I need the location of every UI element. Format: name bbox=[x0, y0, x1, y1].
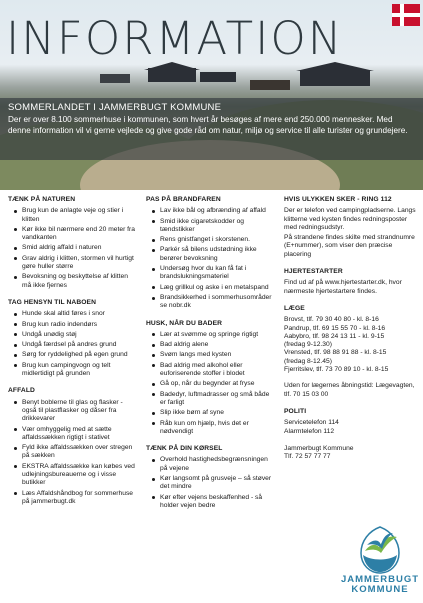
logo-line-1: JAMMERBUGT bbox=[340, 574, 420, 585]
section-affald bbox=[8, 387, 138, 506]
police-line: Servicetelefon 114 bbox=[284, 419, 339, 427]
list-item: Bevoksning og beskyttelse af klitten må ikke fjernes bbox=[8, 273, 138, 290]
list-item: Svøm langs med kysten bbox=[146, 351, 276, 359]
list-item: Kør langsomt på grusveje – så støver det mindre bbox=[146, 475, 276, 492]
list-item: Grav aldrig i klitten, stormen vil hurtigt gøre huller større bbox=[8, 255, 138, 272]
list-item: Benyt boblerne til glas og flasker - også til plastflasker og dåser fra drikkevarer bbox=[8, 399, 138, 424]
intro-text: Der er over 8.100 sommerhuse i kommunen, som hvert år besøges af mere end 250.000 mennesker. Med denne information vil vi gerne vejlede og give gode råd om natur, miljø og service til alle turister og grundejere. bbox=[8, 115, 408, 135]
doctor-line: Fjerritslev, tlf. 73 70 89 10 - kl. 8-15 bbox=[284, 366, 389, 374]
summer-house bbox=[200, 72, 236, 82]
bird-icon bbox=[357, 525, 403, 575]
summer-house bbox=[148, 68, 196, 82]
doctor-line: Brovst, tlf. 79 30 40 80 - kl. 8-16 bbox=[284, 316, 379, 324]
kommune-line: Jammerbugt Kommune bbox=[284, 444, 354, 452]
section-kommune bbox=[284, 445, 420, 462]
section-heading: HJERTESTARTER bbox=[284, 268, 343, 276]
list-item: Bad aldrig med alkohol eller euforiserende stoffer i blodet bbox=[146, 362, 276, 379]
paragraph: Find ud af på www.hjertestarter.dk, hvor nærmeste hjertestartere findes. bbox=[284, 279, 402, 295]
hero-photo bbox=[0, 0, 423, 190]
section-heading: POLITI bbox=[284, 407, 307, 415]
list-item: Brandsikkerhed i sommerhusområder se nobr.dk bbox=[146, 294, 276, 311]
section-hjertestarter bbox=[284, 268, 420, 296]
doctor-line: Pandrup, tlf. 69 15 55 70 - kl. 8-16 bbox=[284, 324, 386, 332]
bullet-list bbox=[146, 456, 276, 510]
police-line: Alarmtelefon 112 bbox=[284, 427, 335, 435]
list-item: Råb kun om hjælp, hvis det er nødvendigt bbox=[146, 420, 276, 437]
list-item: Brug kun campingvogn og telt midlertidigt på grunden bbox=[8, 362, 138, 379]
list-item: Parkér så bilens udstødning ikke berører bevoksning bbox=[146, 246, 276, 263]
bullet-list bbox=[8, 310, 138, 378]
list-item: Smid ikke cigaretskodder og tændstikker bbox=[146, 218, 276, 235]
kommune-line: Tlf. 72 57 77 77 bbox=[284, 453, 331, 461]
summer-house bbox=[250, 80, 290, 90]
section-heading: TÆNK PÅ DIN KØRSEL bbox=[146, 445, 223, 453]
list-item: Gå op, når du begynder at fryse bbox=[146, 380, 276, 388]
paragraph: På strandene findes skilte med strandnumre (E+nummer), som viser den præcise placering bbox=[284, 234, 415, 258]
list-item: Læg grillkul og aske i en metalspand bbox=[146, 284, 276, 292]
list-item: Kør efter vejens beskaffenhed - så holder vejen bedre bbox=[146, 494, 276, 511]
danish-flag-icon bbox=[392, 4, 420, 26]
list-item: Bad aldrig alene bbox=[146, 341, 276, 349]
list-item: Vær omhyggelig med at sætte affaldssækken rigtigt i stativet bbox=[8, 426, 138, 443]
section-politi bbox=[284, 408, 420, 436]
section-ulykke bbox=[284, 196, 420, 259]
list-item: Lær at svømme og springe rigtigt bbox=[146, 331, 276, 339]
section-heading: AFFALD bbox=[8, 387, 35, 395]
bullet-list bbox=[146, 331, 276, 436]
list-item: Lav ikke bål og afbrænding af affald bbox=[146, 207, 276, 215]
section-heading: LÆGE bbox=[284, 304, 305, 312]
doctor-line: Aabybro, tlf. 98 24 13 11 - kl. 9-15 bbox=[284, 332, 385, 340]
list-item: Fyld ikke affaldssækken over stregen på sækken bbox=[8, 444, 138, 461]
section-naboen bbox=[8, 299, 138, 378]
list-item: Undersøg hvor du kan få fat i brandslukningsmateriel bbox=[146, 265, 276, 282]
list-item: Læs Affaldshåndbog for sommerhuse på jammerbugt.dk bbox=[8, 490, 138, 507]
page-title: INFORMATION bbox=[6, 12, 344, 65]
bullet-list bbox=[146, 207, 276, 310]
section-koersel bbox=[146, 445, 276, 510]
bullet-list bbox=[8, 399, 138, 507]
summer-house bbox=[300, 70, 370, 86]
list-item: Smid aldrig affald i naturen bbox=[8, 244, 138, 252]
section-heading: HVIS ULYKKEN SKER - RING 112 bbox=[284, 196, 392, 203]
list-item: Brug kun radio indendørs bbox=[8, 321, 138, 329]
jammerbugt-logo bbox=[340, 525, 420, 601]
column-right bbox=[284, 196, 420, 470]
section-heading: HUSK, NÅR DU BADER bbox=[146, 319, 223, 327]
doctor-line: (fredag 8-12.45) bbox=[284, 357, 332, 365]
paragraph: Der er telefon ved campingpladserne. Langs klitterne ved kysten findes redningsposter med redningsudstyr. bbox=[284, 207, 416, 231]
lægevagt-text: Uden for lægernes åbningstid: Lægevagten, tlf. 70 15 03 00 bbox=[284, 382, 415, 398]
section-laege bbox=[284, 305, 420, 399]
list-item: Undgå unødig støj bbox=[8, 331, 138, 339]
list-item: Overhold hastighedsbegrænsningen på vejene bbox=[146, 456, 276, 473]
list-item: Badedyr, luftmadrasser og små både er farligt bbox=[146, 391, 276, 408]
column-middle bbox=[146, 196, 276, 519]
section-naturen bbox=[8, 196, 138, 290]
list-item: Slip ikke børn af syne bbox=[146, 409, 276, 417]
section-heading: TAG HENSYN TIL NABOEN bbox=[8, 298, 97, 306]
summer-house bbox=[100, 74, 130, 83]
doctor-line: (fredag 9-12.30) bbox=[284, 341, 332, 349]
intro-banner bbox=[0, 98, 423, 160]
section-heading: TÆNK PÅ NATUREN bbox=[8, 196, 76, 203]
list-item: Rens gnistfanget i skorstenen. bbox=[146, 236, 276, 244]
list-item: Brug kun de anlagte veje og stier i klitten bbox=[8, 207, 138, 224]
list-item: EKSTRA affaldssække kan købes ved udlejningsbureauerne og i visse butikker bbox=[8, 463, 138, 488]
doctor-line: Vrensted, tlf. 98 88 91 88 - kl. 8-15 bbox=[284, 349, 387, 357]
bullet-list bbox=[8, 207, 138, 290]
intro-heading: SOMMERLANDET I JAMMERBUGT KOMMUNE bbox=[8, 102, 222, 113]
section-heading: PAS PÅ BRANDFAREN bbox=[146, 196, 221, 203]
list-item: Undgå færdsel på andres grund bbox=[8, 341, 138, 349]
section-brandfare bbox=[146, 196, 276, 311]
list-item: Hunde skal altid føres i snor bbox=[8, 310, 138, 318]
list-item: Sørg for ryddelighed på egen grund bbox=[8, 351, 138, 359]
logo-line-2: KOMMUNE bbox=[351, 584, 409, 595]
list-item: Kør ikke bil nærmere end 20 meter fra vandkanten bbox=[8, 226, 138, 243]
section-bader bbox=[146, 320, 276, 437]
column-left bbox=[8, 196, 138, 515]
